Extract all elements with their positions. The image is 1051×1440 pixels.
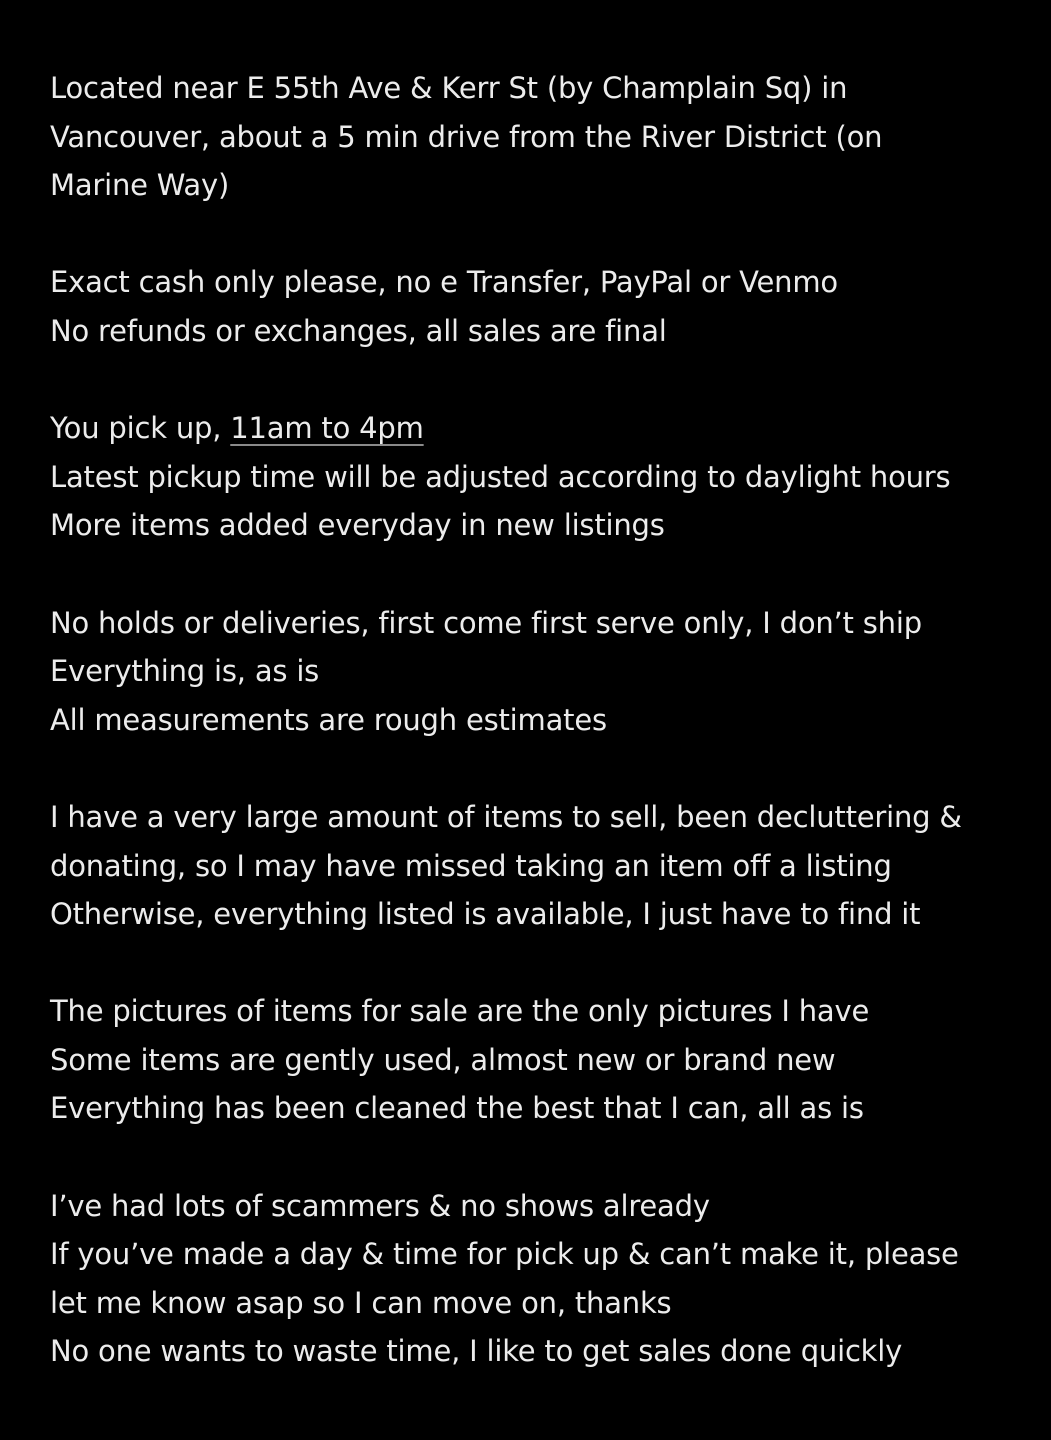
note-line: I’ve had lots of scammers & no shows already: [50, 1188, 710, 1223]
note-line: Latest pickup time will be adjusted according to daylight hours: [50, 459, 951, 494]
note-line: I have a very large amount of items to sell, been decluttering &: [50, 799, 962, 834]
note-line: Marine Way): [50, 168, 230, 203]
note-line: donating, so I may have missed taking an item off a listing: [50, 848, 892, 883]
note-line: Some items are gently used, almost new or brand new: [50, 1042, 836, 1077]
note-line: let me know asap so I can move on, thanks: [50, 1285, 672, 1320]
note-line: If you’ve made a day & time for pick up & can’t make it, please: [50, 1237, 959, 1272]
blank-line: [50, 939, 1040, 988]
blank-line: [50, 356, 1040, 405]
note-line: Located near E 55th Ave & Kerr St (by Champlain Sq) in: [50, 71, 848, 105]
note-line: Exact cash only please, no e Transfer, PayPal or Venmo: [50, 265, 838, 300]
pickup-prefix: You pick up,: [50, 411, 231, 446]
note-line: The pictures of items for sale are the only pictures I have: [50, 994, 870, 1029]
note-line: Everything has been cleaned the best that I can, all as is: [50, 1091, 864, 1126]
note-line: Vancouver, about a 5 min drive from the River District (on: [50, 119, 883, 154]
note-line: No holds or deliveries, first come first serve only, I don’t ship: [50, 605, 922, 640]
blank-line: [50, 550, 1040, 599]
pickup-time-link[interactable]: 11am to 4pm: [230, 411, 424, 446]
note-line: All measurements are rough estimates: [50, 702, 607, 737]
note-line: Otherwise, everything listed is available, I just have to find it: [50, 897, 921, 932]
blank-line: [50, 1133, 1040, 1182]
note-line: [50, 404, 1040, 453]
blank-line: [50, 210, 1040, 259]
note-line: No refunds or exchanges, all sales are final: [50, 313, 667, 348]
note-line: Everything is, as is: [50, 654, 320, 689]
blank-line: [50, 744, 1040, 793]
note-line: More items added everyday in new listings: [50, 508, 665, 543]
note-line: No one wants to waste time, I like to get sales done quickly: [50, 1334, 903, 1369]
note-body[interactable]: [50, 64, 1040, 1376]
